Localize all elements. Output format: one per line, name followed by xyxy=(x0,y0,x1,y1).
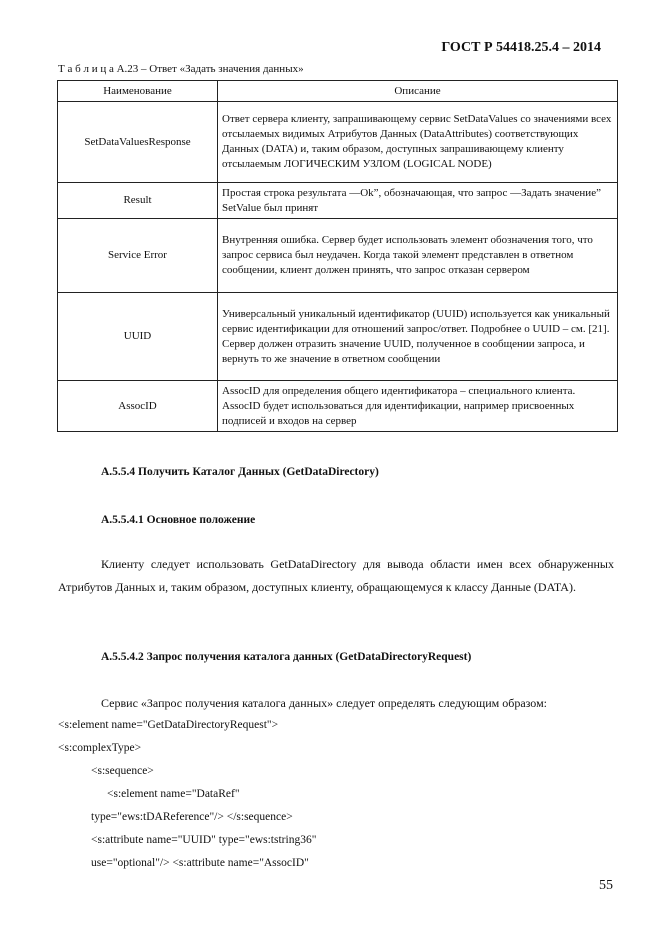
row-description-cell: Универсальный уникальный идентификатор (UUID) используется как уникальный сервис идентификации для отношений запрос/ответ. Подробнее о UUID – см. [21]. Сервер должен отразить значение UUID, полученное в сообщении запроса, и вернуть то же значение в ответном сообщении xyxy=(218,293,618,381)
column-header-description: Описание xyxy=(218,81,618,102)
code-line: <s:sequence> xyxy=(91,765,154,777)
table-row xyxy=(58,219,618,293)
table-caption: Т а б л и ц а А.23 – Ответ «Задать значения данных» xyxy=(58,63,304,75)
row-name-cell: SetDataValuesResponse xyxy=(58,102,218,183)
section-heading-general: А.5.5.4.1 Основное положение xyxy=(101,514,256,526)
table-row xyxy=(58,102,618,183)
row-name-cell: Service Error xyxy=(58,219,218,293)
row-name-cell: AssocID xyxy=(58,381,218,432)
row-description-cell: AssocID для определения общего идентификатора – специального клиента. AssocID будет использоваться для идентификации, например присвоенных подписей и входов на сервер xyxy=(218,381,618,432)
code-line: <s:element name="DataRef" xyxy=(107,788,240,800)
response-table xyxy=(57,80,618,432)
standard-header: ГОСТ Р 54418.25.4 – 2014 xyxy=(441,40,601,55)
section-heading-get-data-directory: А.5.5.4 Получить Каталог Данных (GetDataDirectory) xyxy=(101,466,379,478)
table-row xyxy=(58,381,618,432)
row-name-cell: UUID xyxy=(58,293,218,381)
row-description-cell: Внутренняя ошибка. Сервер будет использовать элемент обозначения того, что запрос сервиса был неудачен. Когда такой элемент представлен в ответном сообщении, клиент должен принять, что запрос отказан сервером xyxy=(218,219,618,293)
code-line: <s:element name="GetDataDirectoryRequest"> xyxy=(58,719,279,731)
table-row xyxy=(58,293,618,381)
paragraph-general: Клиенту следует использовать GetDataDirectory для вывода области имен всех обнаруженных Атрибутов Данных и, таким образом, доступных клиенту, обращающемуся к классу Данные (DATA). xyxy=(58,557,614,594)
column-header-name: Наименование xyxy=(58,81,218,102)
paragraph-request-intro: Сервис «Запрос получения каталога данных» следует определять следующим образом: xyxy=(101,696,548,710)
section-heading-request: А.5.5.4.2 Запрос получения каталога данных (GetDataDirectoryRequest) xyxy=(101,651,472,663)
table-row xyxy=(58,183,618,219)
code-line: use="optional"/> <s:attribute name="AssocID" xyxy=(91,857,309,869)
code-line: <s:attribute name="UUID" type="ews:tstring36" xyxy=(91,834,317,846)
code-line: <s:complexType> xyxy=(58,742,142,754)
page-number: 55 xyxy=(599,878,613,893)
row-description-cell: Простая строка результата ―Ok”, обозначающая, что запрос ―Задать значение” SetValue был принят xyxy=(218,183,618,219)
row-name-cell: Result xyxy=(58,183,218,219)
row-description-cell: Ответ сервера клиенту, запрашивающему сервис SetDataValues со значениями всех отсылаемых видимых Атрибутов Данных (DataAttributes) соответствующих Данных (DATA) и, таким образом, доступных запрашивающему клиенту отсылаемым ЛОГИЧЕСКИМ УЗЛОМ (LOGICAL NODE) xyxy=(218,102,618,183)
code-line: type="ews:tDAReference"/> </s:sequence> xyxy=(91,811,293,823)
table-header-row xyxy=(58,81,618,102)
